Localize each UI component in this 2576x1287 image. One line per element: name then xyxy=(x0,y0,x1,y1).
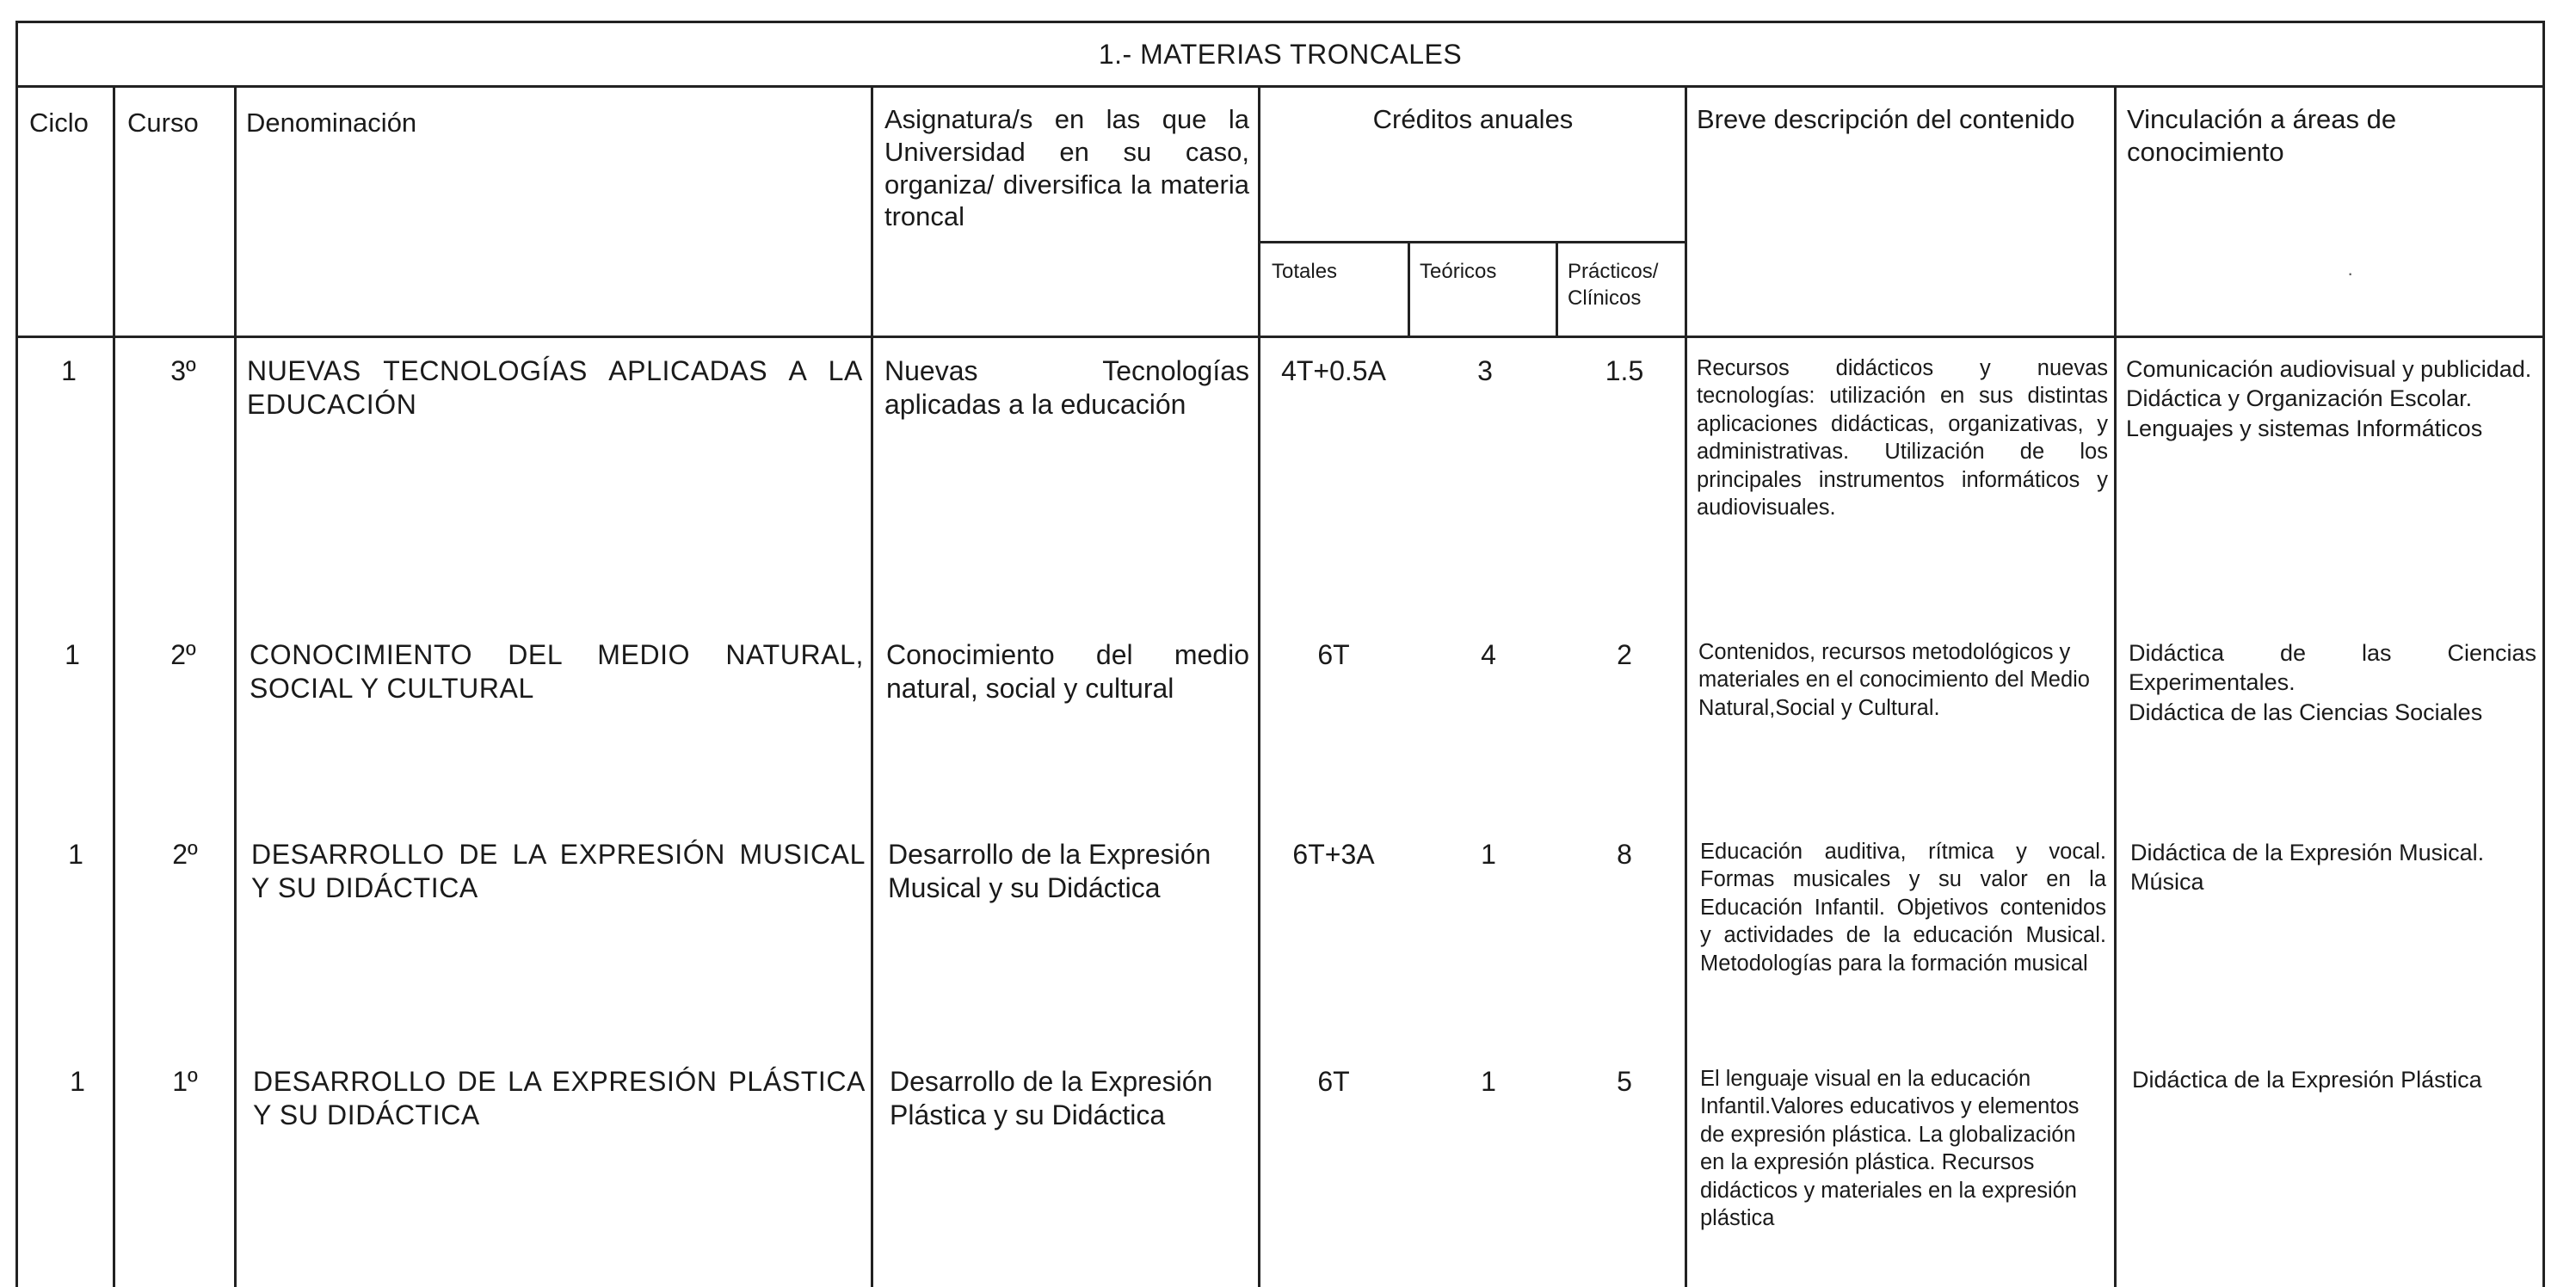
header-asignatura: Asignatura/s en las que la Universidad en su caso, organiza/ diversifica la materia troncal xyxy=(884,104,1249,232)
header-bottom-line xyxy=(15,336,2545,338)
col-divider-curso xyxy=(234,86,237,1287)
row4-totales: 6T xyxy=(1317,1066,1350,1097)
row3-vinculacion: Didáctica de la Expresión Musical. Música xyxy=(2130,840,2485,896)
col-divider-teoricos xyxy=(1556,241,1558,337)
row2-teoricos: 4 xyxy=(1481,639,1496,670)
table-title xyxy=(15,21,2545,88)
table-title-text: 1.- MATERIAS TRONCALES xyxy=(1098,38,1463,70)
col-divider-asignatura xyxy=(1258,86,1260,1287)
col-divider-totales xyxy=(1408,241,1410,337)
header-creditos: Créditos anuales xyxy=(1372,104,1574,134)
header-denominacion: Denominación xyxy=(246,108,417,138)
row3-totales: 6T+3A xyxy=(1292,839,1375,870)
col-divider-ciclo xyxy=(113,86,115,1287)
row2-descripcion: Contenidos, recursos metodológicos y materiales en el conocimiento del Medio Natural,Social y Cultural. xyxy=(1698,640,2090,720)
row3-descripcion: Educación auditiva, rítmica y vocal. Formas musicales y su valor en la Educación Infantil. Objetivos contenidos y actividades de la educación Musical. Metodologías para la formación musical xyxy=(1700,840,2106,976)
row4-curso: 1º xyxy=(172,1066,198,1097)
header-teoricos: Teóricos xyxy=(1420,260,1497,283)
row2-denominacion: CONOCIMIENTO DEL MEDIO NATURAL, SOCIAL Y CULTURAL xyxy=(250,639,864,705)
header-descripcion: Breve descripción del contenido xyxy=(1697,104,2075,134)
row2-vinculacion: Didáctica de las Ciencias Experimentales. Didáctica de las Ciencias Sociales xyxy=(2129,640,2536,725)
row4-asignatura: Desarrollo de la Expresión Plástica y su Didáctica xyxy=(890,1066,1213,1131)
row3-practicos: 8 xyxy=(1617,839,1632,870)
row3-ciclo: 1 xyxy=(68,839,83,870)
creditos-sub-header-line xyxy=(1258,241,1685,243)
header-ciclo: Ciclo xyxy=(29,108,89,138)
header-curso: Curso xyxy=(127,108,199,138)
row1-denominacion: NUEVAS TECNOLOGÍAS APLICADAS A LA EDUCACIÓN xyxy=(247,355,863,421)
row4-ciclo: 1 xyxy=(70,1066,85,1097)
row4-practicos: 5 xyxy=(1617,1066,1632,1097)
row1-descripcion: Recursos didácticos y nuevas tecnologías: utilización en sus distintas aplicaciones didácticas, organizativas, y administrativas. Utilización de los principales instrumentos informáticos y audiovisuales. xyxy=(1697,356,2108,520)
header-totales: Totales xyxy=(1272,260,1338,283)
row1-totales: 4T+0.5A xyxy=(1281,355,1386,386)
row3-curso: 2º xyxy=(172,839,198,870)
table-border-left xyxy=(15,86,18,1287)
row4-denominacion: DESARROLLO DE LA EXPRESIÓN PLÁSTICA Y SU DIDÁCTICA xyxy=(253,1066,866,1131)
row4-descripcion: El lenguaje visual en la educación Infantil.Valores educativos y elementos de expresión plástica. La globalización en la expresión plástica. Recursos didácticos y materiales en la expresión plástica xyxy=(1700,1067,2080,1230)
row3-asignatura: Desarrollo de la Expresión Musical y su Didáctica xyxy=(888,839,1211,904)
header-vinculacion: Vinculación a áreas de conocimiento xyxy=(2127,104,2397,167)
row1-vinculacion: Comunicación audiovisual y publicidad. Didáctica y Organización Escolar. Lenguajes y sistemas Informáticos xyxy=(2126,356,2532,441)
row2-asignatura: Conocimiento del medio natural, social y cultural xyxy=(886,639,1249,705)
scan-mark: · xyxy=(2347,262,2354,284)
row4-teoricos: 1 xyxy=(1481,1066,1496,1097)
row1-teoricos: 3 xyxy=(1477,355,1493,386)
row3-teoricos: 1 xyxy=(1481,839,1496,870)
row3-denominacion: DESARROLLO DE LA EXPRESIÓN MUSICAL Y SU DIDÁCTICA xyxy=(251,839,866,904)
row1-ciclo: 1 xyxy=(61,355,77,386)
row2-curso: 2º xyxy=(170,639,196,670)
row1-curso: 3º xyxy=(170,355,196,386)
row2-totales: 6T xyxy=(1317,639,1350,670)
row1-practicos: 1.5 xyxy=(1605,355,1644,386)
table-border-right xyxy=(2542,86,2545,1287)
row4-vinculacion: Didáctica de la Expresión Plástica xyxy=(2132,1067,2482,1093)
col-divider-creditos xyxy=(1685,86,1687,1287)
col-divider-denominacion xyxy=(871,86,873,1287)
row2-practicos: 2 xyxy=(1617,639,1632,670)
row2-ciclo: 1 xyxy=(65,639,80,670)
header-practicos: Prácticos/ Clínicos xyxy=(1568,260,1659,311)
col-divider-descripcion xyxy=(2114,86,2117,1287)
row1-asignatura: Nuevas Tecnologías aplicadas a la educación xyxy=(884,355,1249,421)
